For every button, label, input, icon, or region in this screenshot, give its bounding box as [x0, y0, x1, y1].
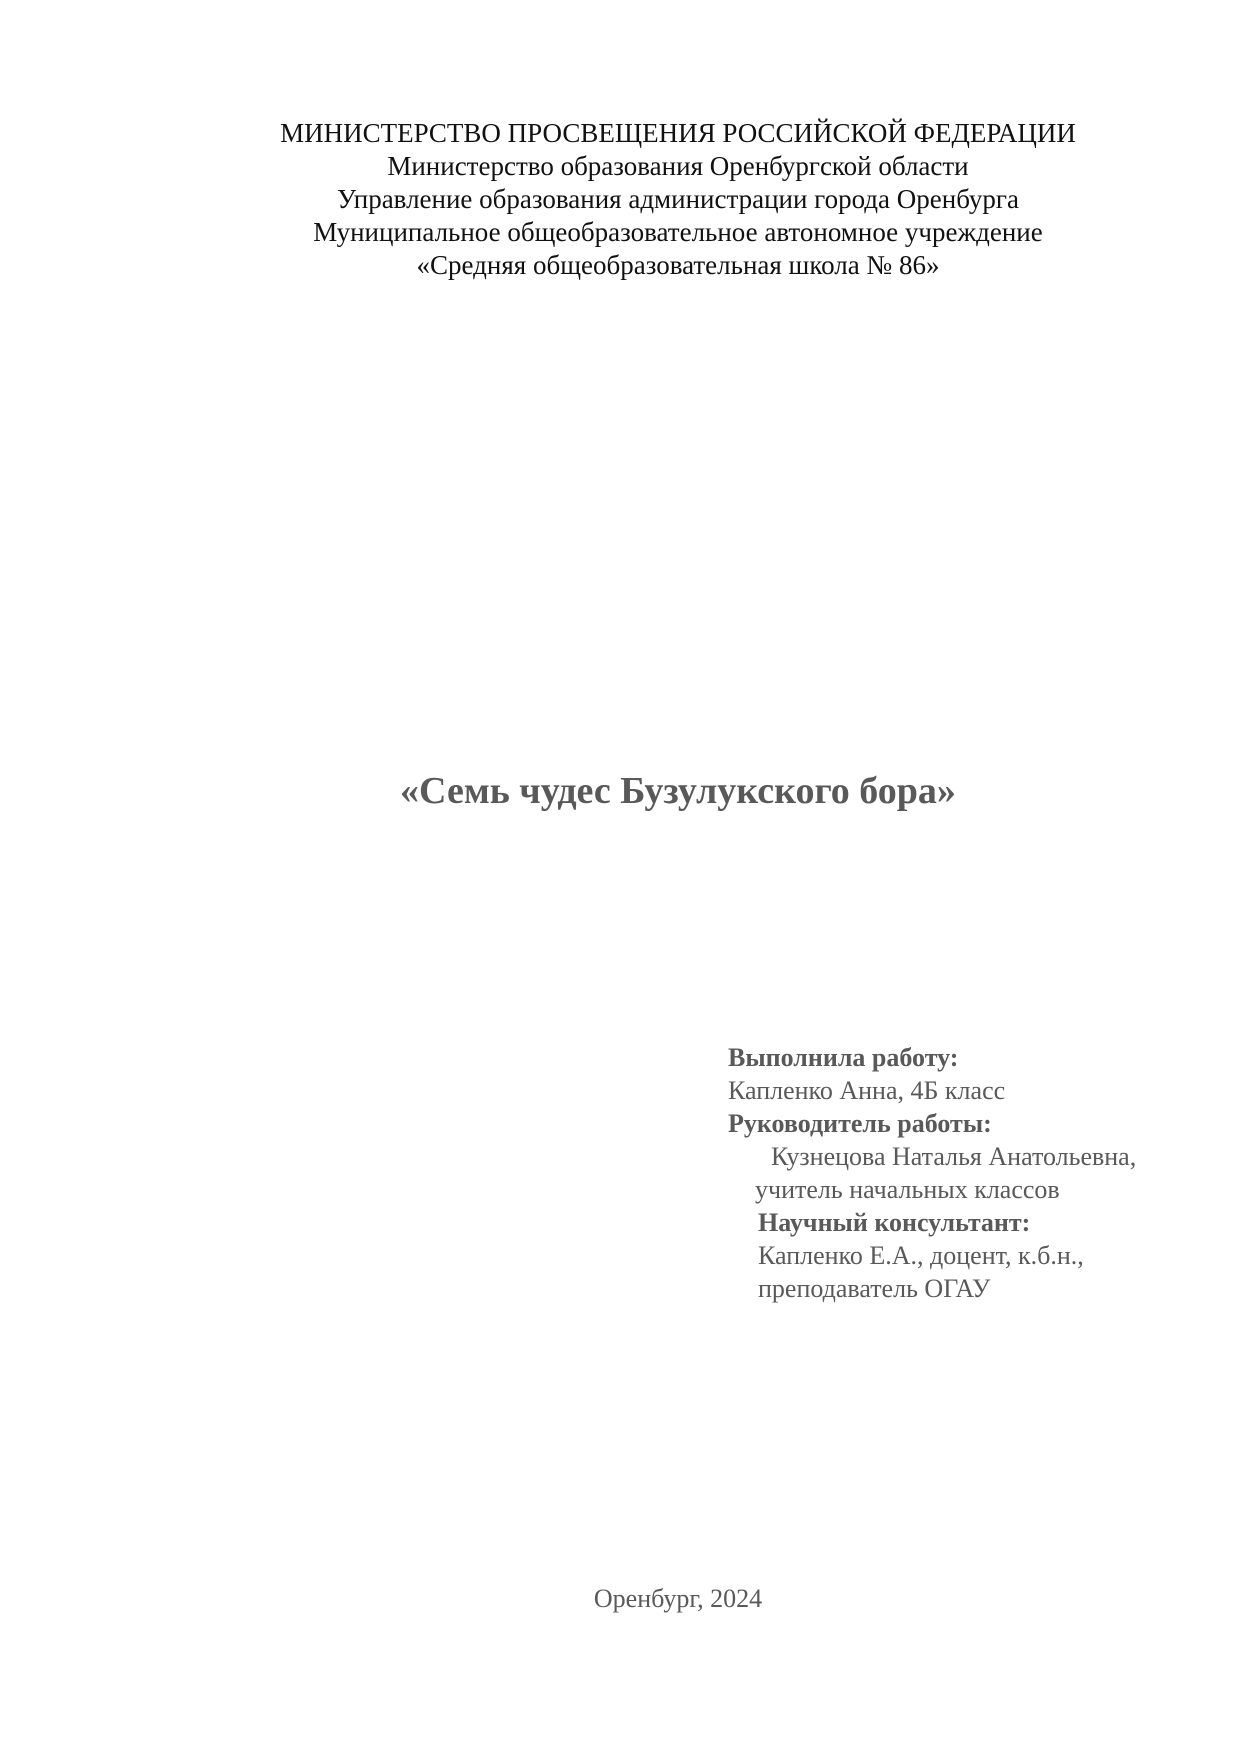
- school-name: «Средняя общеобразовательная школа № 86»: [416, 250, 940, 280]
- authors-block: [728, 1041, 1208, 1305]
- place-year: Оренбург, 2024: [593, 1584, 763, 1613]
- footer-block: [0, 1583, 1241, 1615]
- consultant-position: преподаватель ОГАУ: [758, 1274, 991, 1303]
- institution-type: Муниципальное общеобразовательное автономное учреждение: [313, 217, 1043, 247]
- work-title-block: [0, 768, 1241, 814]
- supervisor-name: Кузнецова Наталья Анатольевна,: [771, 1142, 1137, 1171]
- regional-ministry-name: Министерство образования Оренбургской области: [387, 151, 969, 181]
- supervisor-label: Руководитель работы:: [728, 1109, 992, 1138]
- supervisor-position: учитель начальных классов: [755, 1175, 1060, 1204]
- consultant-name: Капленко Е.А., доцент, к.б.н.,: [758, 1241, 1084, 1270]
- performer-value: Капленко Анна, 4Б класс: [728, 1076, 1006, 1105]
- header-block: [0, 117, 1241, 282]
- work-title: «Семь чудес Бузулукского бора»: [400, 770, 956, 812]
- city-department-name: Управление образования администрации города Оренбурга: [337, 184, 1019, 214]
- ministry-name: МИНИСТЕРСТВО ПРОСВЕЩЕНИЯ РОССИЙСКОЙ ФЕДЕРАЦИИ: [280, 118, 1076, 148]
- consultant-label: Научный консультант:: [758, 1208, 1031, 1237]
- performer-label: Выполнила работу:: [728, 1043, 959, 1072]
